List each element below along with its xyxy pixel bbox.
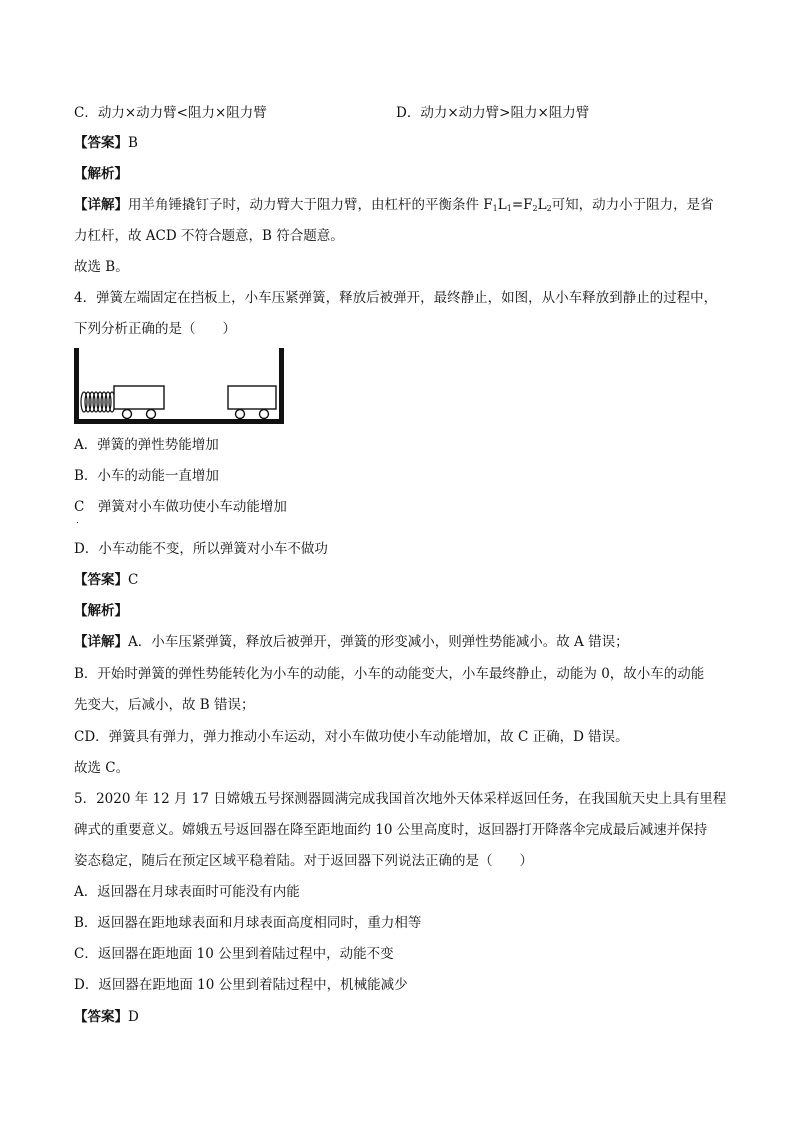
answer-tag: 【答案】: [74, 135, 128, 151]
right-wall: [279, 348, 284, 424]
q3-answer: [74, 134, 138, 152]
q4-option-c-dot: ．: [76, 516, 86, 526]
q3-detail-line-1: [74, 196, 714, 218]
q4-answer: [74, 571, 138, 589]
answer-value: B: [128, 135, 138, 151]
detail-text: L: [497, 197, 507, 213]
q4-detail-b-line-1: B．开始时弹簧的弹性势能转化为小车的动能，小车的动能变大，小车最终静止，动能为 0，故小车的动能: [74, 666, 705, 682]
cart-compressed: [114, 386, 164, 419]
cart-at-rest: [228, 386, 276, 419]
q4-detail-a: [74, 633, 629, 651]
subscript: 2: [532, 204, 538, 213]
q5-stem-line-1: 5．2020 年 12 月 17 日嫦娥五号探测器圆满完成我国首次地外天体采样返回任务，在我国航天史上具有里程: [74, 791, 727, 807]
answer-tag: 【答案】: [74, 1009, 128, 1025]
q5-option-d: D．返回器在距地面 10 公里到着陆过程中，机械能减少: [74, 977, 408, 993]
q3-option-d: D．动力×动力臂>阻力×阻力臂: [396, 105, 590, 121]
detail-text: L: [537, 197, 547, 213]
q4-stem-line-1: 4．弹簧左端固定在挡板上，小车压紧弹簧，释放后被弹开，最终静止，如图，从小车释放到静止的过程中，: [74, 290, 718, 306]
floor: [74, 419, 284, 424]
answer-tag: 【答案】: [74, 572, 128, 588]
q5-option-a: A．返回器在月球表面时可能没有内能: [74, 884, 300, 900]
q5-answer: [74, 1008, 139, 1026]
detail-text: 用羊角锤撬钉子时，动力臂大于阻力臂，由杠杆的平衡条件 F: [128, 197, 493, 213]
q3-choose: 故选 B。: [74, 259, 129, 275]
subscript: 1: [506, 204, 512, 213]
q4-detail-b-line-2: 先变大，后减小，故 B 错误；: [74, 697, 255, 713]
q3-detail-line-2: 力杠杆，故 ACD 不符合题意，B 符合题意。: [74, 228, 344, 244]
detail-tag: 【详解】: [74, 634, 128, 650]
q4-option-d: D．小车动能不变，所以弹簧对小车不做功: [74, 541, 328, 557]
q4-analysis-tag: 【解析】: [74, 603, 128, 619]
q4-detail-cd: CD．弹簧具有弹力，弹力推动小车运动，对小车做功使小车动能增加，故 C 正确，D 错误。: [74, 729, 629, 745]
answer-value: D: [128, 1009, 139, 1025]
detail-tag: 【详解】: [74, 197, 128, 213]
answer-value: C: [128, 572, 139, 588]
q4-option-c: C 弹簧对小车做功使小车动能增加: [74, 499, 287, 515]
subscript: 1: [492, 204, 498, 213]
detail-text: A．小车压紧弹簧，释放后被弹开，弹簧的形变减小，则弹性势能减小。故 A 错误；: [128, 634, 629, 650]
left-wall: [74, 348, 79, 424]
q4-choose: 故选 C。: [74, 760, 130, 776]
detail-text: =F: [511, 197, 533, 213]
q4-option-a: A．弹簧的弹性势能增加: [74, 437, 219, 453]
q4-option-b: B．小车的动能一直增加: [74, 468, 219, 484]
detail-text: 可知，动力小于阻力，是省: [551, 197, 714, 213]
q5-option-b: B．返回器在距地球表面和月球表面高度相同时，重力相等: [74, 915, 422, 931]
q4-stem-line-2: 下列分析正确的是（ ）: [74, 321, 236, 337]
q3-option-c: C．动力×动力臂<阻力×阻力臂: [74, 105, 267, 121]
q5-option-c: C．返回器在距地面 10 公里到着陆过程中，动能不变: [74, 946, 394, 962]
spring-cart-figure: [72, 346, 288, 426]
subscript: 2: [546, 204, 552, 213]
q5-stem-line-3: 姿态稳定，随后在预定区域平稳着陆。对于返回器下列说法正确的是（ ）: [74, 853, 533, 869]
q3-analysis-tag: 【解析】: [74, 166, 128, 182]
spring: [81, 392, 115, 412]
q5-stem-line-2: 碑式的重要意义。嫦娥五号返回器在降至距地面约 10 公里高度时，返回器打开降落伞完成最后减速并保持: [74, 822, 708, 838]
